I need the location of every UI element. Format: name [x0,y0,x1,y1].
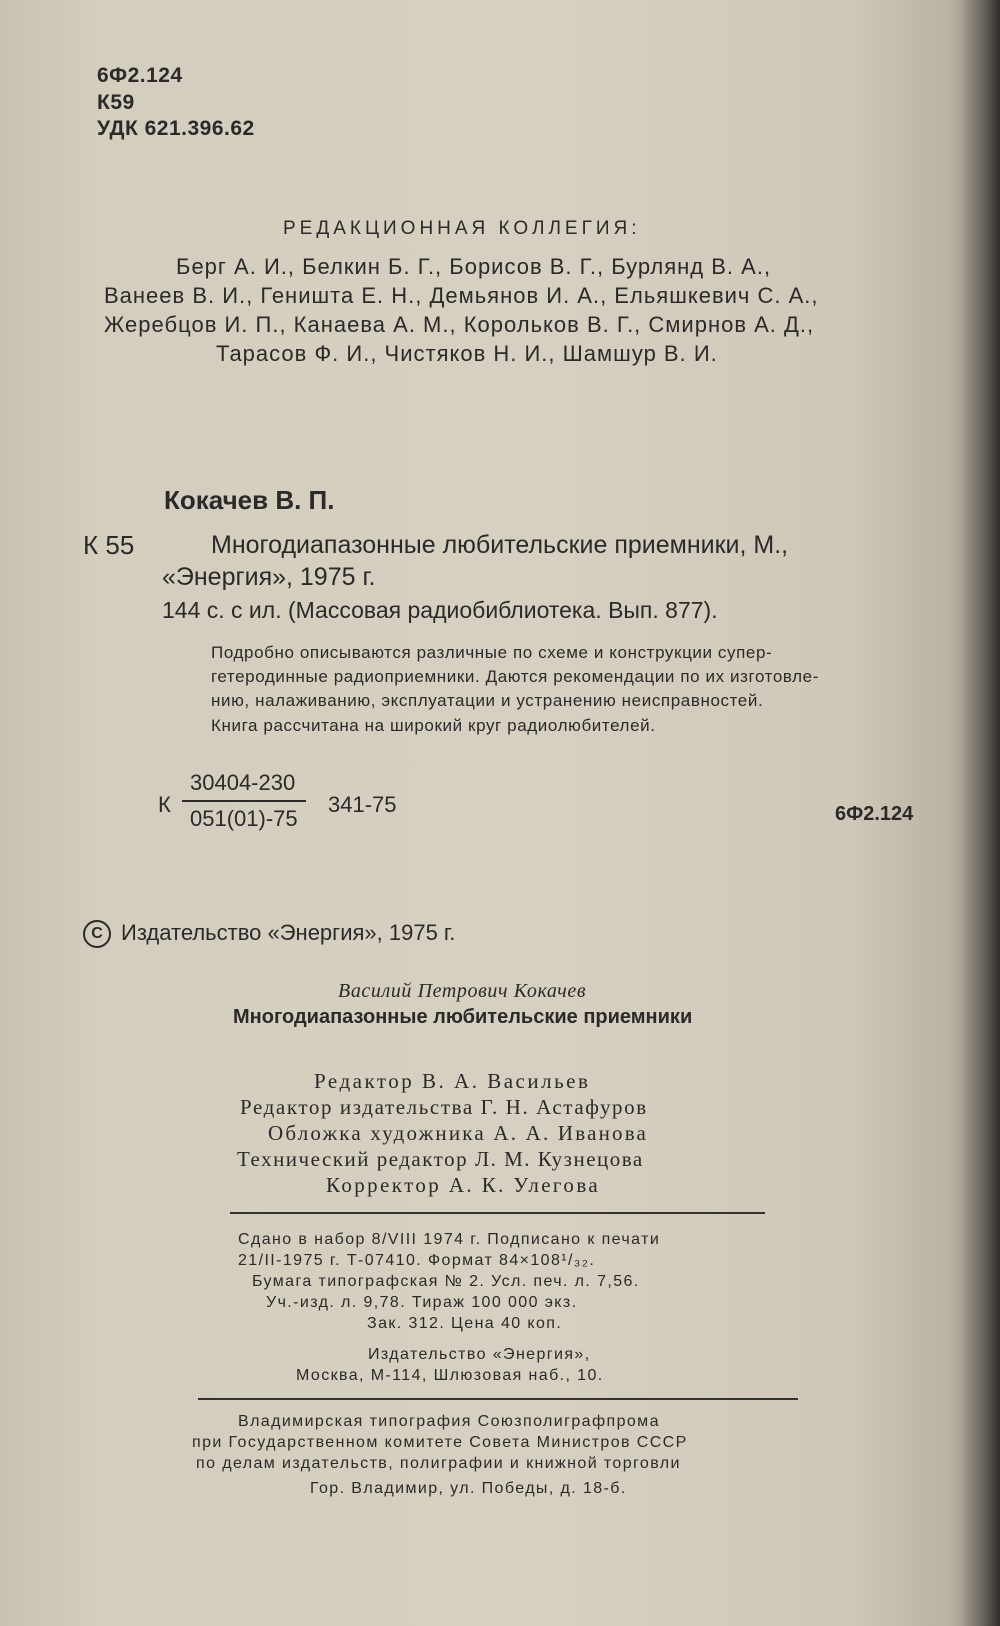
book-title-line1: Многодиапазонные любительские приемники, М., [211,531,789,559]
printer-line: по делам издательств, полиграфии и книжной торговли [196,1455,681,1472]
catalog-code-suffix: 341-75 [328,792,397,817]
staff-line: Обложка художника А. А. Иванова [268,1121,649,1145]
book-title-line2: «Энергия», 1975 г. [162,563,376,591]
copyright-line [83,920,455,948]
production-line: Сдано в набор 8/VIII 1974 г. Подписано к печати [238,1231,661,1248]
udc-code: УДК 621.396.62 [97,117,255,140]
annotation-line: Книга рассчитана на широкий круг радиолюбителей. [211,716,656,735]
editorial-board-title: РЕДАКЦИОННАЯ КОЛЛЕГИЯ: [283,218,641,239]
printer-line: при Государственном комитете Совета Министров СССР [192,1434,688,1451]
catalog-right-code: 6Ф2.124 [835,803,914,825]
divider [230,1212,765,1214]
book-pages-series: 144 с. с ил. (Массовая радиобиблиотека. Вып. 877). [162,597,718,623]
imprint-title: Многодиапазонные любительские приемники [233,1006,693,1028]
copyright-text: Издательство «Энергия», 1975 г. [121,920,456,945]
catalog-code-denominator: 051(01)-75 [190,806,298,831]
page-edge-shadow [960,0,1000,1626]
editorial-board-line: Тарасов Ф. И., Чистяков Н. И., Шамшур В. И. [216,341,718,366]
editorial-board-line: Берг А. И., Белкин Б. Г., Борисов В. Г., Бурлянд В. А., [176,254,772,279]
annotation-line: Подробно описываются различные по схеме и конструкции супер- [211,643,773,662]
catalog-index: К 55 [83,530,135,560]
production-line: Уч.-изд. л. 9,78. Тираж 100 000 экз. [266,1294,578,1311]
fraction-bar [182,800,306,802]
publisher-line: Издательство «Энергия», [368,1346,591,1363]
annotation-line: гетеродинные радиоприемники. Даются рекомендации по их изготовле- [211,667,819,686]
production-line: Бумага типографская № 2. Усл. печ. л. 7,56. [252,1273,640,1290]
editorial-board-line: Ванеев В. И., Геништа Е. Н., Демьянов И. А., Ельяшкевич С. А., [104,283,819,308]
catalog-code-prefix: К [158,792,171,817]
staff-line: Технический редактор Л. М. Кузнецова [237,1147,644,1171]
staff-line: Корректор А. К. Улегова [326,1173,601,1197]
staff-line: Редактор В. А. Васильев [314,1069,591,1093]
copyright-icon: C [83,920,111,948]
catalog-code-numerator: 30404-230 [190,770,296,795]
annotation-line: нию, налаживанию, эксплуатации и устранению неисправностей. [211,691,764,710]
production-line: Зак. 312. Цена 40 коп. [367,1315,563,1332]
author-name: Кокачев В. П. [164,485,335,515]
staff-line: Редактор издательства Г. Н. Астафуров [240,1095,648,1119]
publisher-line: Москва, М-114, Шлюзовая наб., 10. [296,1367,604,1384]
production-line: 21/II-1975 г. Т-07410. Формат 84×108¹/₃₂. [238,1252,596,1269]
imprint-author: Василий Петрович Кокачев [338,980,587,1002]
bbk-code: 6Ф2.124 [97,64,183,87]
printer-line: Гор. Владимир, ул. Победы, д. 18-б. [310,1480,627,1497]
editorial-board-line: Жеребцов И. П., Канаева А. М., Корольков В. Г., Смирнов А. Д., [104,312,815,337]
divider [198,1398,798,1400]
catalog-code [158,770,478,840]
printer-line: Владимирская типография Союзполиграфпрома [238,1413,660,1430]
author-mark: К59 [97,91,135,114]
